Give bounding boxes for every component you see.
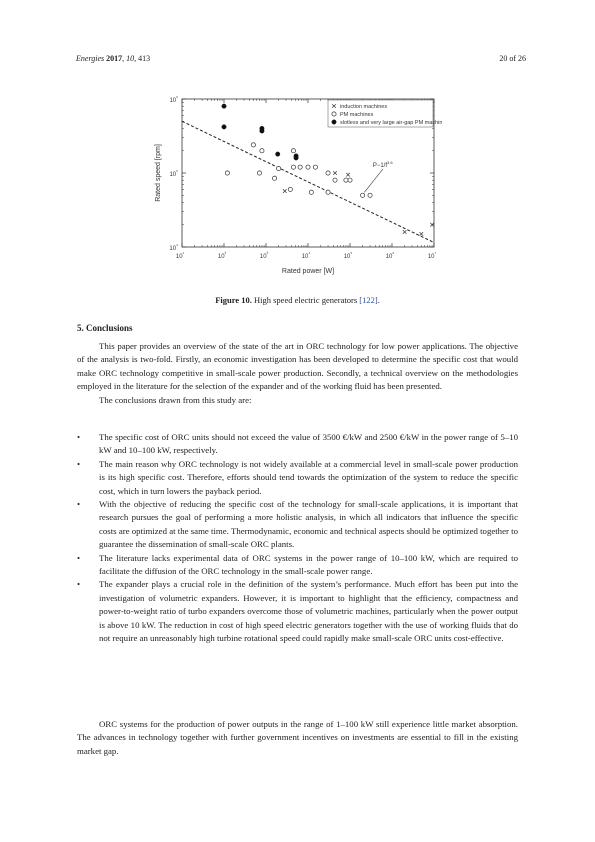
caption-period: . [377, 295, 380, 305]
caption-citation-link[interactable]: [122] [359, 295, 378, 305]
list-item [77, 552, 518, 579]
data-point [260, 149, 264, 153]
data-point [291, 165, 295, 169]
figure-caption [0, 295, 595, 305]
data-point [298, 165, 302, 169]
list-item [77, 498, 518, 552]
legend-marker [332, 112, 336, 116]
y-tick-label: $10^{^5}$ [169, 169, 178, 178]
list-item-text: With the objective of reducing the specific cost of the technology for small-scale applications, it is important that research pursues the goal of performing a more holistic analysis, in which all indicators that influence the specific costs are optimized at the same time. Thermodynamic, economic and technical aspects should be optimized together to guarantee the dissemination of small-scale ORC plants. [99, 499, 518, 550]
x-tick-label: $10^{^3}$ [259, 251, 269, 260]
running-header-citation: Energies 2017, 10, 413 [76, 54, 151, 63]
y-tick-label: $10^{^6}$ [169, 95, 178, 104]
legend-entry: PM machines [340, 112, 374, 118]
bullet-icon: • [77, 579, 81, 590]
x-tick-label: $10^{^2}$ [217, 251, 227, 260]
bullet-icon: • [77, 499, 81, 510]
page-number: 20 of 26 [499, 54, 526, 63]
data-point [260, 129, 264, 133]
data-point [257, 171, 261, 175]
y-axis-label: Rated speed [rpm] [155, 144, 162, 202]
data-point [348, 178, 352, 182]
list-item-text: The main reason why ORC technology is not widely available at a commercial level in small-scale power production is its high specific cost. Therefore, efforts should tend towards the optimization of the system to reduce the specific cost, which in turn lowers the payback period. [99, 458, 518, 496]
data-point [309, 190, 313, 194]
journal-name: Energies [76, 54, 105, 63]
x-tick-label: $10^{^7}$ [427, 251, 437, 260]
data-point [306, 165, 310, 169]
data-point [277, 166, 281, 170]
fit-line-arrow [364, 169, 382, 192]
article-number: 413 [138, 54, 151, 63]
paragraph-conclusions-intro: The conclusions drawn from this study are: [99, 394, 252, 405]
list-item-text: The specific cost of ORC units should not exceed the value of 3500 €/kW and 2500 €/kW in the power range of 5–10 kW and 10–100 kW, respectively. [99, 432, 518, 456]
data-point [361, 193, 365, 197]
data-point [403, 230, 407, 234]
list-item [77, 458, 518, 498]
journal-volume: 10 [126, 54, 135, 63]
legend-marker [332, 120, 336, 124]
x-tick-label: $10^{^4}$ [301, 251, 311, 260]
section-body [77, 340, 518, 407]
data-point [420, 232, 424, 236]
x-axis-label: Rated power [W] [281, 268, 335, 275]
data-point [333, 178, 337, 182]
list-item-text: The literature lacks experimental data of ORC systems in the power range of 10–100 kW, which are required to facilitate the diffusion of the ORC technology in the small-scale power range. [99, 552, 518, 577]
data-point [283, 189, 287, 193]
y-tick-label: $10^{^4}$ [169, 243, 178, 252]
fit-line-label: $P-1/f^{3.6}$ [372, 160, 393, 170]
data-point [313, 165, 317, 169]
legend-entry: slotless and very large air-gap PM machines [340, 120, 442, 126]
caption-text: High speed electric generators [254, 295, 358, 305]
data-point [288, 187, 292, 191]
data-point [326, 171, 330, 175]
data-point [222, 125, 226, 129]
legend-entry: induction machines [340, 104, 388, 110]
x-tick-label: $10^{^5}$ [343, 251, 353, 260]
data-point [291, 149, 295, 153]
data-point [276, 152, 280, 156]
list-item [77, 431, 518, 458]
bullet-icon: • [77, 432, 81, 442]
x-tick-label: $10^{^1}$ [175, 251, 185, 260]
data-point [346, 173, 350, 177]
figure-10 [145, 93, 442, 285]
data-point [344, 178, 348, 182]
scatter-chart [145, 93, 442, 285]
fit-line [182, 121, 434, 242]
section-title: 5. Conclusions [77, 323, 133, 333]
conclusions-list [77, 431, 518, 646]
paragraph-closing: ORC systems for the production of power outputs in the range of 1–100 kW still experience little market absorption. The advances in technology together with further government incentives on investments are essential to fill in the existing market gap. [77, 719, 518, 756]
data-point [294, 156, 298, 160]
data-point [368, 193, 372, 197]
list-item-text: The expander plays a crucial role in the definition of the system’s performance. Much effort has been put into the investigation of volumetric expanders. However, it is important to highlight that the efficiency, compactness and power-to-weight ratio of turbo expanders overcome those of volumetric machines, particularly when the power output is above 10 kW. The reduction in cost of high speed electric generators together with the use of working fluids that do not require an unreasonably high turbine rotational speed could rapidly make small-scale ORC units cost-effective. [99, 579, 518, 644]
data-point [225, 171, 229, 175]
x-tick-label: $10^{^6}$ [385, 251, 395, 260]
caption-label: Figure 10. [215, 295, 252, 305]
journal-year: 2017 [106, 54, 123, 63]
data-point [222, 104, 226, 108]
bullet-icon: • [77, 552, 81, 563]
data-point [326, 190, 330, 194]
bullet-icon: • [77, 458, 81, 469]
data-point [272, 176, 276, 180]
data-point [333, 171, 337, 175]
paragraph-overview: This paper provides an overview of the state of the art in ORC technology for low power applications. The objective of the analysis is two-fold. Firstly, an economic investigation has been developed to determine the specific cost that would make ORC technology competitive in small-scale power production. Secondly, a technical overview on the methodologies employed in the literature for the selection of the expander and of the working fluid has been presented. [77, 341, 518, 392]
list-item [77, 578, 518, 645]
data-point [251, 143, 255, 147]
